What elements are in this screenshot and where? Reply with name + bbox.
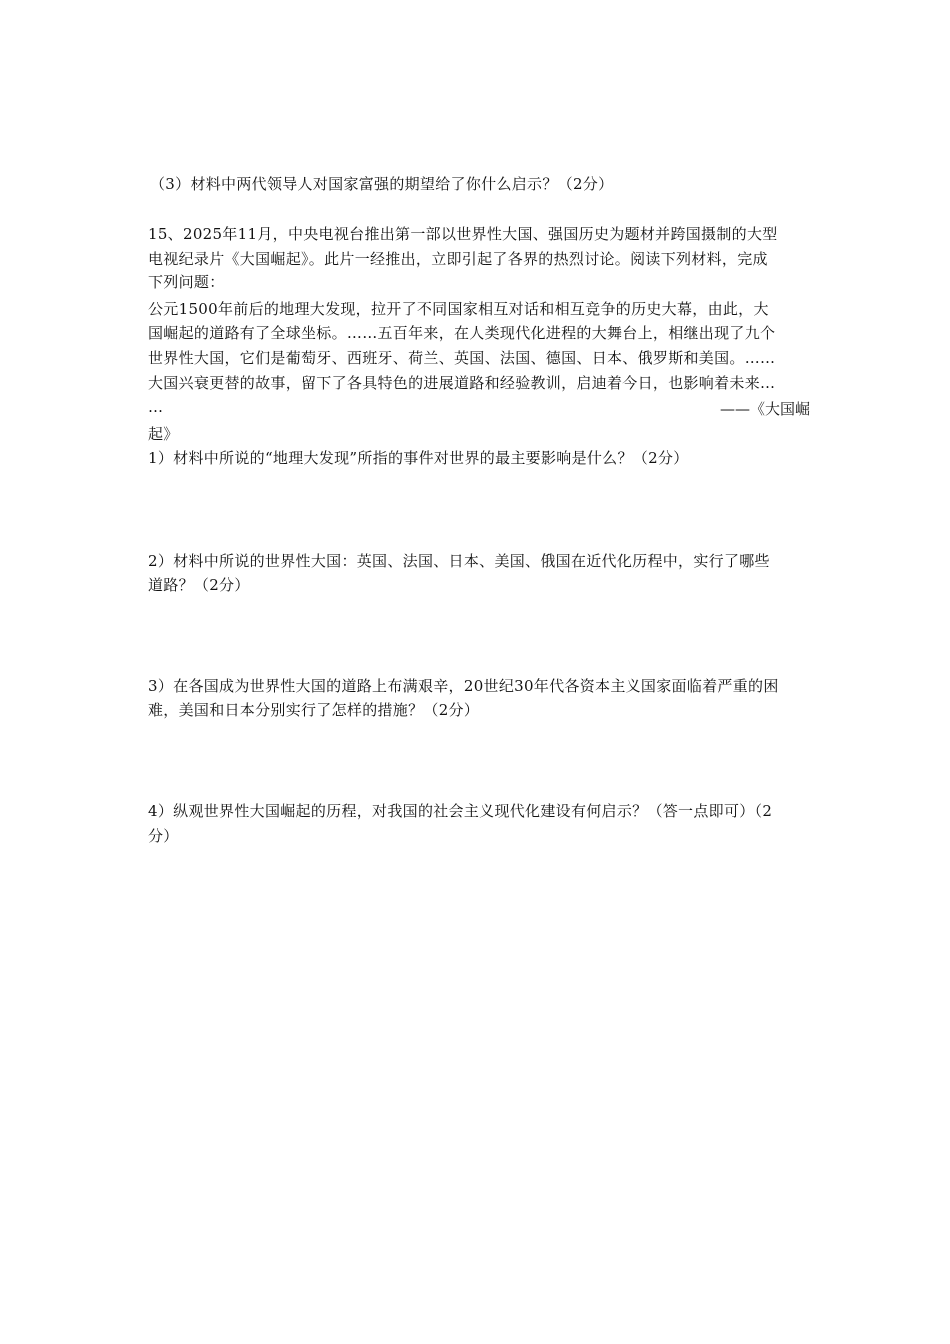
material-source-continued: 起》: [148, 425, 179, 443]
question-15-4-line-2: 分）: [148, 827, 179, 845]
question-15-2-line-1: 2）材料中所说的世界性大国：英国、法国、日本、美国、俄国在近代化历程中，实行了哪些: [148, 552, 770, 570]
material-line-3: 世界性大国，它们是葡萄牙、西班牙、荷兰、英国、法国、德国、日本、俄罗斯和美国。……: [148, 349, 776, 367]
material-source: ——《大国崛: [720, 400, 811, 418]
question-15-3-line-1: 3）在各国成为世界性大国的道路上布满艰辛，20世纪30年代各资本主义国家面临着严重的困: [148, 677, 779, 695]
material-line-2: 国崛起的道路有了全球坐标。……五百年来，在人类现代化进程的大舞台上，相继出现了九个: [148, 324, 776, 342]
question-15-intro-line-1: 15、2025年11月，中央电视台推出第一部以世界性大国、强国历史为题材并跨国摄制的大型: [148, 225, 778, 243]
material-line-1: 公元1500年前后的地理大发现，拉开了不同国家相互对话和相互竞争的历史大幕，由此，大: [148, 300, 769, 318]
material-line-5: …: [148, 398, 164, 416]
question-14-part-3: （3）材料中两代领导人对国家富强的期望给了你什么启示？（2分）: [150, 175, 614, 193]
material-line-4: 大国兴衰更替的故事，留下了各具特色的进展道路和经验教训，启迪着今日，也影响着未来…: [148, 374, 776, 392]
question-15-2-line-2: 道路？（2分）: [148, 576, 250, 594]
question-15-intro-line-3: 下列问题：: [148, 273, 225, 291]
question-15-intro-line-2: 电视纪录片《大国崛起》。此片一经推出，立即引起了各界的热烈讨论。阅读下列材料，完成: [148, 250, 768, 268]
question-15-3-line-2: 难，美国和日本分别实行了怎样的措施？（2分）: [148, 701, 480, 719]
question-15-4-line-1: 4）纵观世界性大国崛起的历程，对我国的社会主义现代化建设有何启示？（答一点即可）（2: [148, 802, 773, 820]
question-15-1: 1）材料中所说的“地理大发现”所指的事件对世界的最主要影响是什么？（2分）: [148, 449, 689, 467]
